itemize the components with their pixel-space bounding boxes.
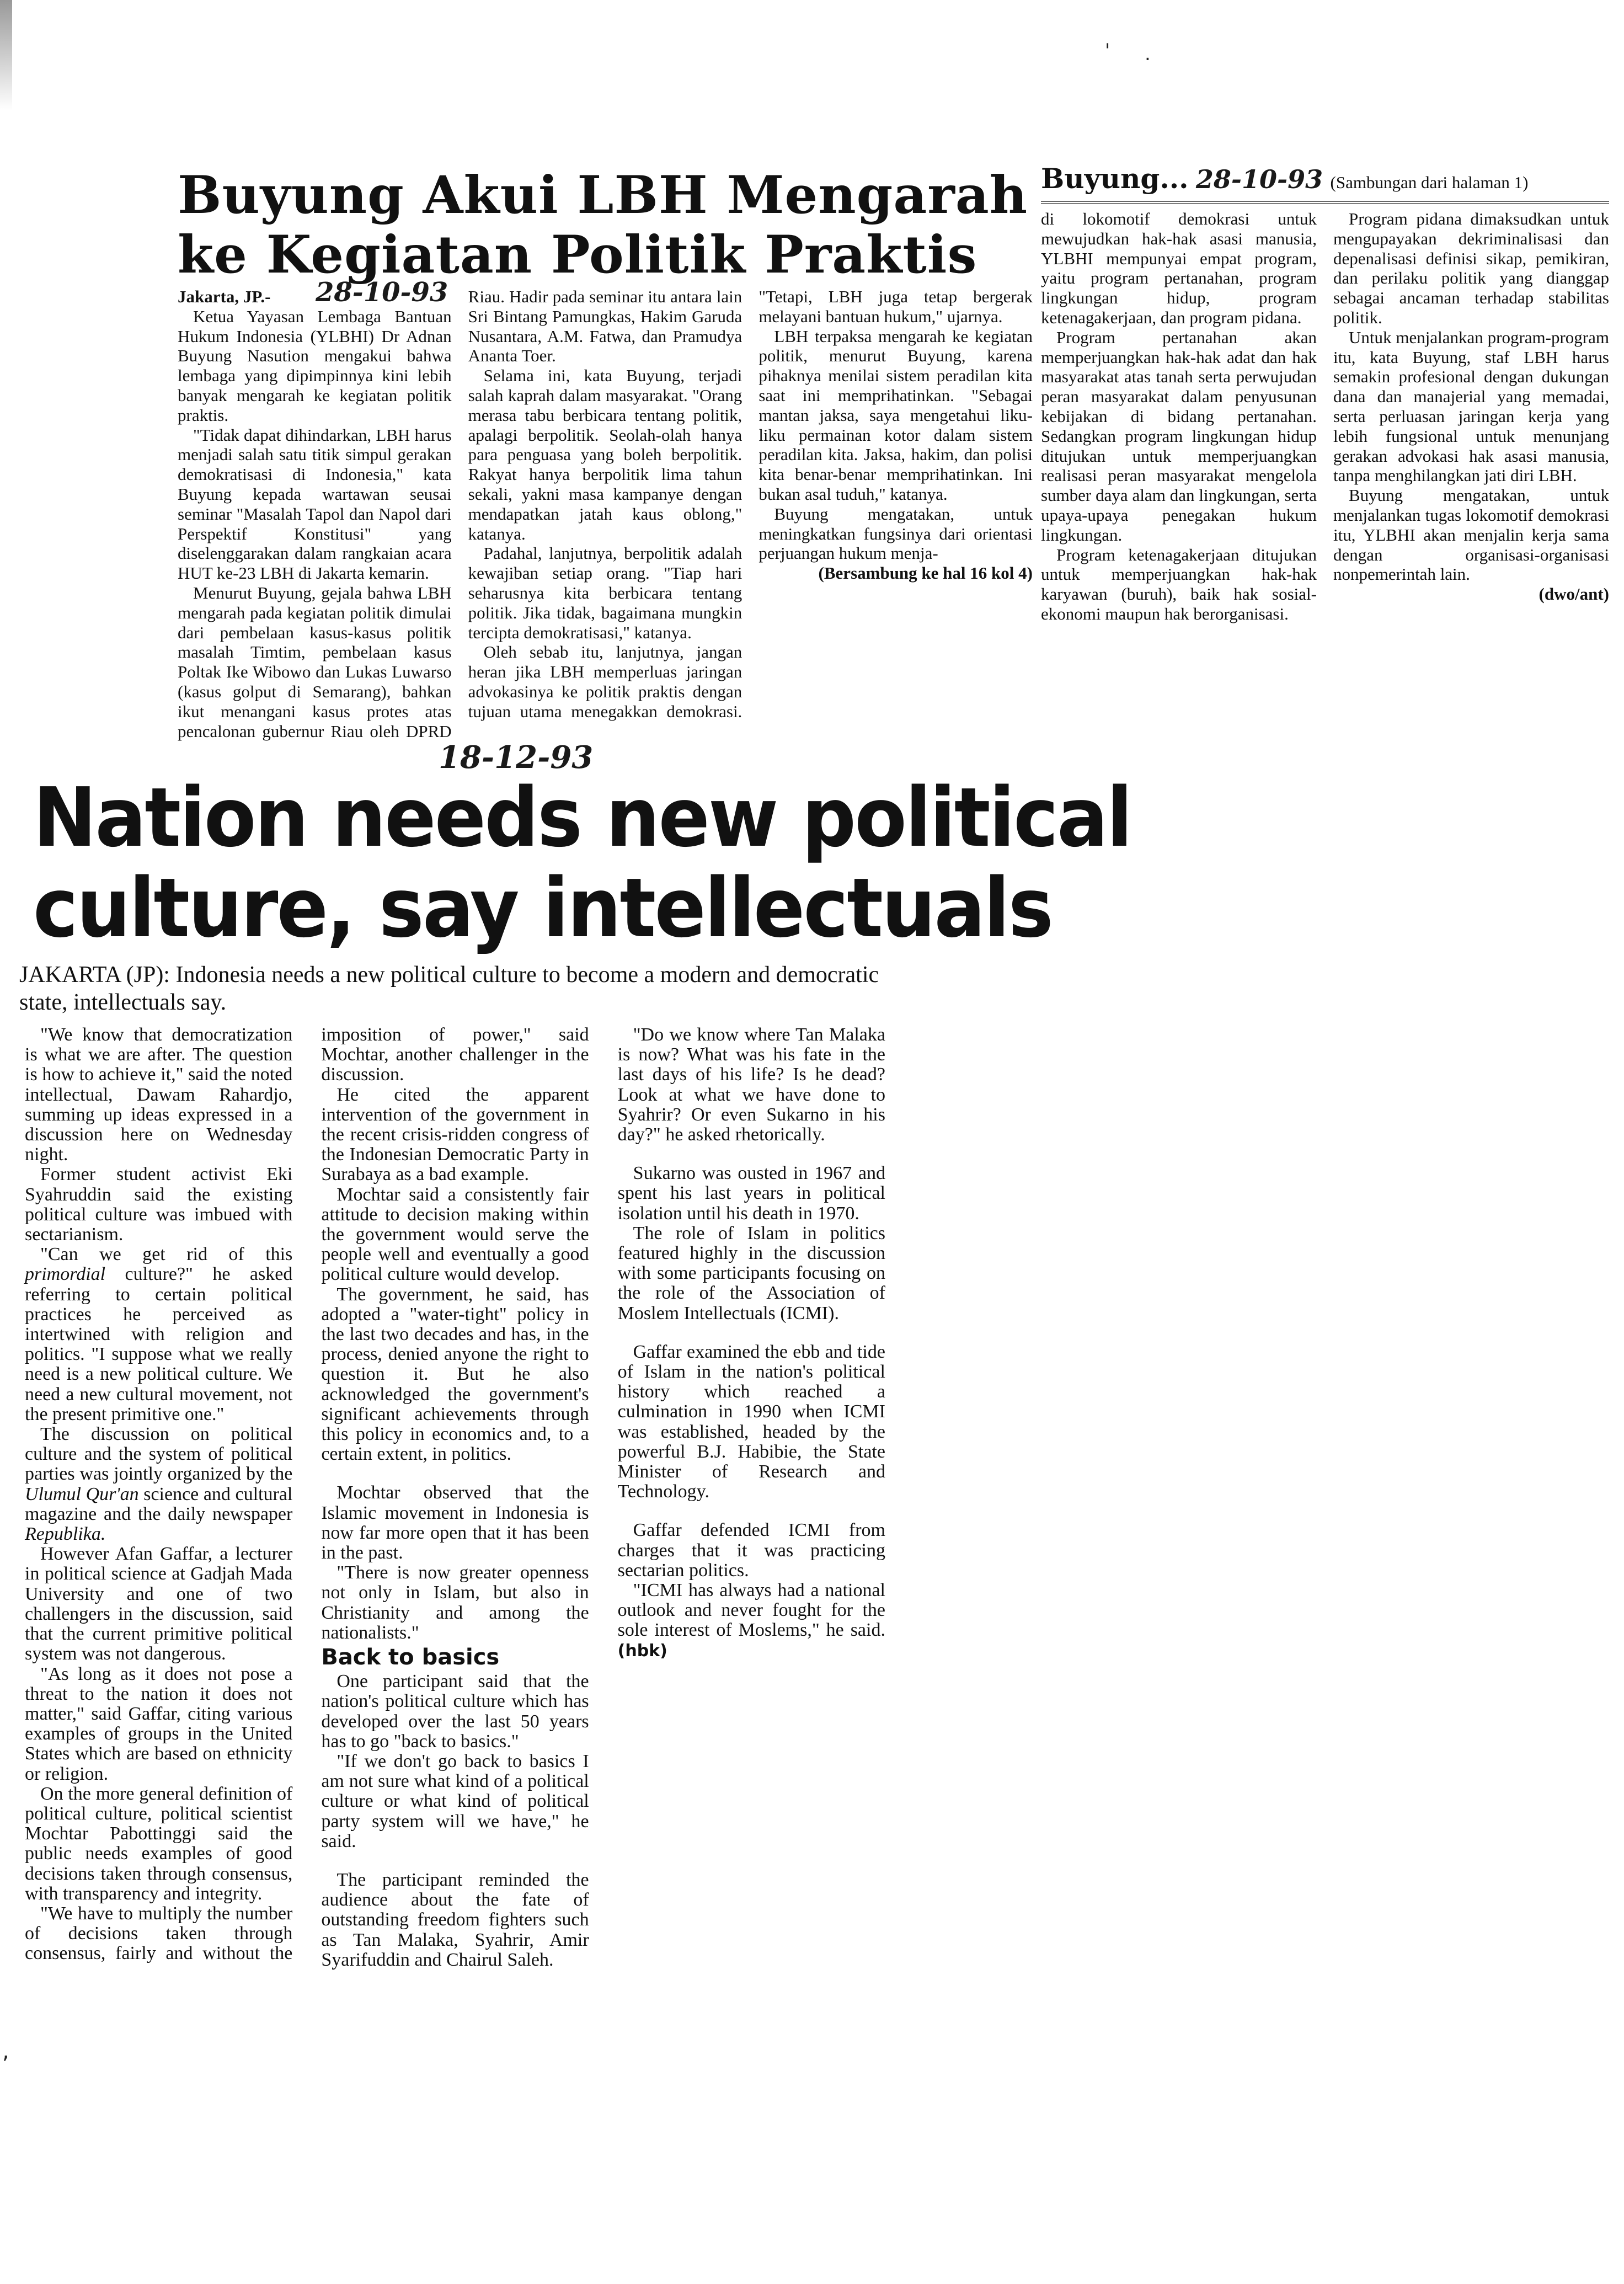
article2-headline-line1: Nation needs new political [33, 770, 1131, 865]
article1-headline-line1: Buyung Akui LBH Mengarah [178, 165, 1028, 226]
publication-name: Ulumul Qur'an [25, 1483, 139, 1504]
article2-paragraph: Former student activist Eki Syahruddin said the existing political culture was imbued with sectarianism. [25, 1164, 293, 1245]
article1-headline [178, 165, 1028, 285]
article2-paragraph: Mochtar observed that the Islamic movement in Indonesia is now far more open that it has been in the past. [321, 1482, 589, 1563]
article1-paragraph: Ketua Yayasan Lembaga Bantuan Hukum Indonesia (YLBHI) Dr Adnan Buyung Nasution mengakui bahwa lembaga yang dipimpinnya kini lebih banyak mengarah ke kegiatan politik praktis. [178, 306, 452, 425]
continuation-paragraph: Untuk menjalankan program-program itu, kata Buyung, staf LBH harus semakin profesional dengan dukungan dana dan manajerial yang memadai, serta perluasan jaringan kerja yang lebih fungsional untuk menunjang gerakan advokasi hak asasi manusia, tanpa menghilangkan jati diri LBH. [1333, 327, 1609, 485]
continuation-title: Buyung... [1041, 162, 1189, 195]
article2-headline-line2: culture, say intellectuals [33, 861, 1053, 956]
article2-paragraph: The government, he said, has adopted a "water-tight" policy in the last two decades and has, in the process, denied anyone the right to question it. But he also acknowledged the government's significant achievements through this policy in economics and, to a certain extent, in politics. [321, 1284, 589, 1465]
article2-subhead: Back to basics [321, 1645, 500, 1671]
article2-paragraph: "We know that democratization is what we are after. The question is how to achieve it," said the noted intellectual, Dawam Rahardjo, summing up ideas expressed in a discussion here on Wednesday night. [25, 1024, 293, 1165]
article2-emphasis: primordial [25, 1264, 106, 1285]
scan-edge-shadow [0, 0, 12, 110]
handwritten-date-article1: 28-10-93 [316, 277, 448, 308]
article2-body [25, 1025, 885, 1974]
scan-speck: , [2, 2038, 9, 2064]
article2-paragraph: On the more general definition of political culture, political scientist Mochtar Pabottinggi said the public needs examples of good decisions taken through consensus, with transparency and integrity. [25, 1783, 293, 1904]
article2-paragraph: "We have to multiply the number of decisions taken through consensus, fairly and without the imposition of power," said Mochtar, another challenger in the discussion. [25, 1024, 589, 1964]
article2-paragraph: One participant said that the nation's political culture which has developed over the last 50 years has to go "back to basics." [321, 1671, 589, 1752]
article1-headline-line2: ke Kegiatan Politik Praktis [178, 225, 977, 285]
article2-paragraph: The role of Islam in politics featured highly in the discussion with some participants focusing on the role of the Association of Moslem Intellectuals (ICMI). [617, 1223, 885, 1324]
article2-paragraph: Gaffar defended ICMI from charges that it was practicing sectarian politics. [617, 1520, 885, 1581]
article2-paragraph: "There is now greater openness not only in Islam, but also in Christianity and among the nationalists." [321, 1562, 589, 1643]
scan-speck: . [1145, 43, 1151, 65]
continuation-paragraph: Program pidana dimaksudkan untuk mengupayakan dekriminalisasi dan depenalisasi definisi sikap, pemikiran, dan perilaku politik yang dianggap sebagai ancaman terhadap stabilitas politik. [1333, 209, 1609, 327]
article2-text: culture?" he asked referring to certain political practices he perceived as intertwined with religion and politics. "I suppose what we really need is a new political culture. We need a new cultural movement, not the present primitive one." [25, 1264, 293, 1424]
article2-paragraph: Mochtar said a consistently fair attitude to decision making within the government would serve the people well and eventually a good political culture would develop. [321, 1184, 589, 1285]
article2-text: science and cultural magazine and the daily newspaper [25, 1483, 293, 1524]
article1-continued-line [758, 563, 1033, 583]
continuation-paragraph: Program ketenagakerjaan ditujukan untuk memperjuangkan hak-hak karyawan (buruh), baik hak sosial-ekonomi maupun hak berorganisasi. [1041, 545, 1317, 623]
article1-paragraph: Buyung mengatakan, untuk meningkatkan fungsinya dari orientasi perjuangan hukum menja- [758, 504, 1033, 563]
article2-paragraph: "Do we know where Tan Malaka is now? What was his fate in the last days of his life? Is he dead? Look at what we have done to Syahrir? Or even Sukarno in his day?" he asked rhetorically. [617, 1024, 885, 1145]
article2-paragraph: "If we don't go back to basics I am not sure what kind of a political culture or what kind of political party system will we have," he said. [321, 1751, 589, 1851]
article2-lead: JAKARTA (JP): Indonesia needs a new political culture to become a modern and democratic state, intellectuals say. [19, 962, 879, 1015]
article1-dateline-para [178, 287, 452, 307]
handwritten-date-article2: 18-12-93 [439, 739, 594, 776]
article2-text: "ICMI has always had a national outlook and never fought for the sole interest of Moslems," he said. [617, 1580, 885, 1641]
continuation-signature: (dwo/ant) [1538, 584, 1609, 604]
article2-paragraph [25, 1424, 292, 1544]
article2-paragraph: However Afan Gaffar, a lecturer in political science at Gadjah Mada University and one of two challengers in the discussion, said that the current primitive political system was not dangerous. [25, 1544, 293, 1664]
continuation-paragraph: Buyung mengatakan, untuk menjalankan tugas lokomotif demokrasi itu, YLBHI akan menjalin kerja sama dengan organisasi-organisasi nonpemerintah lain. [1333, 485, 1609, 584]
handwritten-continuation-date: 28-10-93 [1195, 164, 1323, 194]
article2-paragraph: "As long as it does not pose a threat to the nation it does not matter," said Gaffar, citing various examples of groups in the United States which are based on ethnicity or religion. [25, 1663, 293, 1784]
article1-paragraph: "Tidak dapat dihindarkan, LBH harus menjadi salah satu titik simpul gerakan demokratisasi di Indonesia," kata Buyung kepada wartawan seusai seminar "Masalah Tapol dan Napol dari Perspektif Konstitusi" yang diselenggarakan dalam rangkaian acara HUT ke-23 LBH di Jakarta kemarin. [178, 425, 452, 583]
continuation-header [1041, 163, 1609, 204]
article2-paragraph: Sukarno was ousted in 1967 and spent his last years in political isolation until his death in 1970. [617, 1163, 885, 1224]
article2-paragraph: He cited the apparent intervention of the government in the recent crisis-ridden congress of the Indonesian Democratic Party in Surabaya as a bad example. [321, 1084, 589, 1185]
article1-paragraph: Oleh sebab itu, lanjutnya, jangan heran jika LBH memperluas jaringan advokasinya ke politik praktis dengan tujuan utama menegakkan demokrasi. "Tetapi, LBH juga tetap bergerak melayani bantuan hukum," ujarnya. [468, 287, 1033, 721]
article2-headline [33, 770, 1131, 956]
article1-paragraph: Padahal, lanjutnya, berpolitik adalah kewajiban setiap orang. "Tiap hari seharusnya kita berbicara tentang politik. Jika tidak, bagaimana mungkin tercipta demokratisasi," katanya. [468, 543, 742, 642]
article2-paragraph: The participant reminded the audience about the fate of outstanding freedom fighters such as Tan Malaka, Syahrir, Amir Syarifuddin and Chairul Saleh. [321, 1869, 589, 1970]
continuation-note: (Sambungan dari halaman 1) [1330, 173, 1529, 192]
continuation-paragraph: Program pertanahan akan memperjuangkan hak-hak adat dan hak masyarakat atas tanah serta perwujudan peran masyarakat dalam penyusunan kebijakan di bidang pertanahan. Sedangkan program lingkungan hidup ditujukan untuk memperjuangkan realisasi peran masyarakat mengelola sumber daya alam dan lingkungan, serta upaya-upaya penegakan hukum lingkungan. [1041, 327, 1317, 545]
article1-paragraph: Menurut Buyung, gejala bahwa LBH mengarah pada kegiatan politik dimulai dari pembelaan kasus-kasus politik masalah Timtim, pembelaan kasus Poltak Ike Wibowo dan Lukas Luwarso (kasus golput di Semarang), bahkan ikut menangani kasus protes atas pencalonan gubernur Riau oleh DPRD Riau. Hadir pada seminar itu antara lain Sri Bintang Pamungkas, Hakim Garuda Nusantara, A.M. Fatwa, dan Pramudya Ananta Toer. [178, 287, 742, 741]
article2-paragraph: Gaffar examined the ebb and tide of Islam in the nation's political history which reached a culmination in 1990 when ICMI was established, headed by the powerful B.J. Habibie, the State Minister of Research and Technology. [617, 1341, 885, 1502]
article1-paragraph: Selama ini, kata Buyung, terjadi salah kaprah dalam masyarakat. "Orang merasa tabu berbicara tentang politik, apalagi berpolitik. Seolah-olah hanya para penguasa yang boleh berpolitik. Rakyat hanya berpolitik lima tahun sekali, yakni masa kampanye dengan mendapatkan jatah kaus oblong," katanya. [468, 366, 742, 543]
scan-speck: ' [1105, 40, 1110, 62]
article2-text: "Can we get rid of this [40, 1244, 293, 1265]
article1-continued-note: (Bersambung ke hal 16 kol 4) [818, 563, 1033, 583]
article1-dateline: Jakarta, JP.- [178, 287, 271, 306]
article2-paragraph [618, 1581, 885, 1661]
article2-text: The discussion on political culture and the system of political parties was jointly organized by the [25, 1424, 293, 1485]
article1-paragraph: LBH terpaksa mengarah ke kegiatan politik, menurut Buyung, karena pihaknya menilai sistem peradilan kita saat ini memprihatinkan. "Sebagai mantan jaksa, saya mengetahui liku-liku permainan kotor dalam sistem peradilan kita. Jaksa, hakim, dan polisi kita benar-benar memprihatinkan. Ini bukan asal tuduh," katanya. [758, 326, 1033, 504]
article1-body [178, 287, 1033, 750]
continuation-column [1041, 163, 1609, 639]
continuation-body [1041, 209, 1609, 639]
publication-name: Republika. [25, 1524, 106, 1545]
continuation-paragraph: di lokomotif demokrasi untuk mewujudkan hak-hak asasi manusia, YLBHI mempunyai empat program, yaitu program pertanahan, program lingkungan hidup, program ketenagakerjaan, dan program pidana. [1041, 209, 1317, 327]
article2-byline: (hbk) [617, 1641, 667, 1661]
article2-paragraph [25, 1245, 292, 1424]
